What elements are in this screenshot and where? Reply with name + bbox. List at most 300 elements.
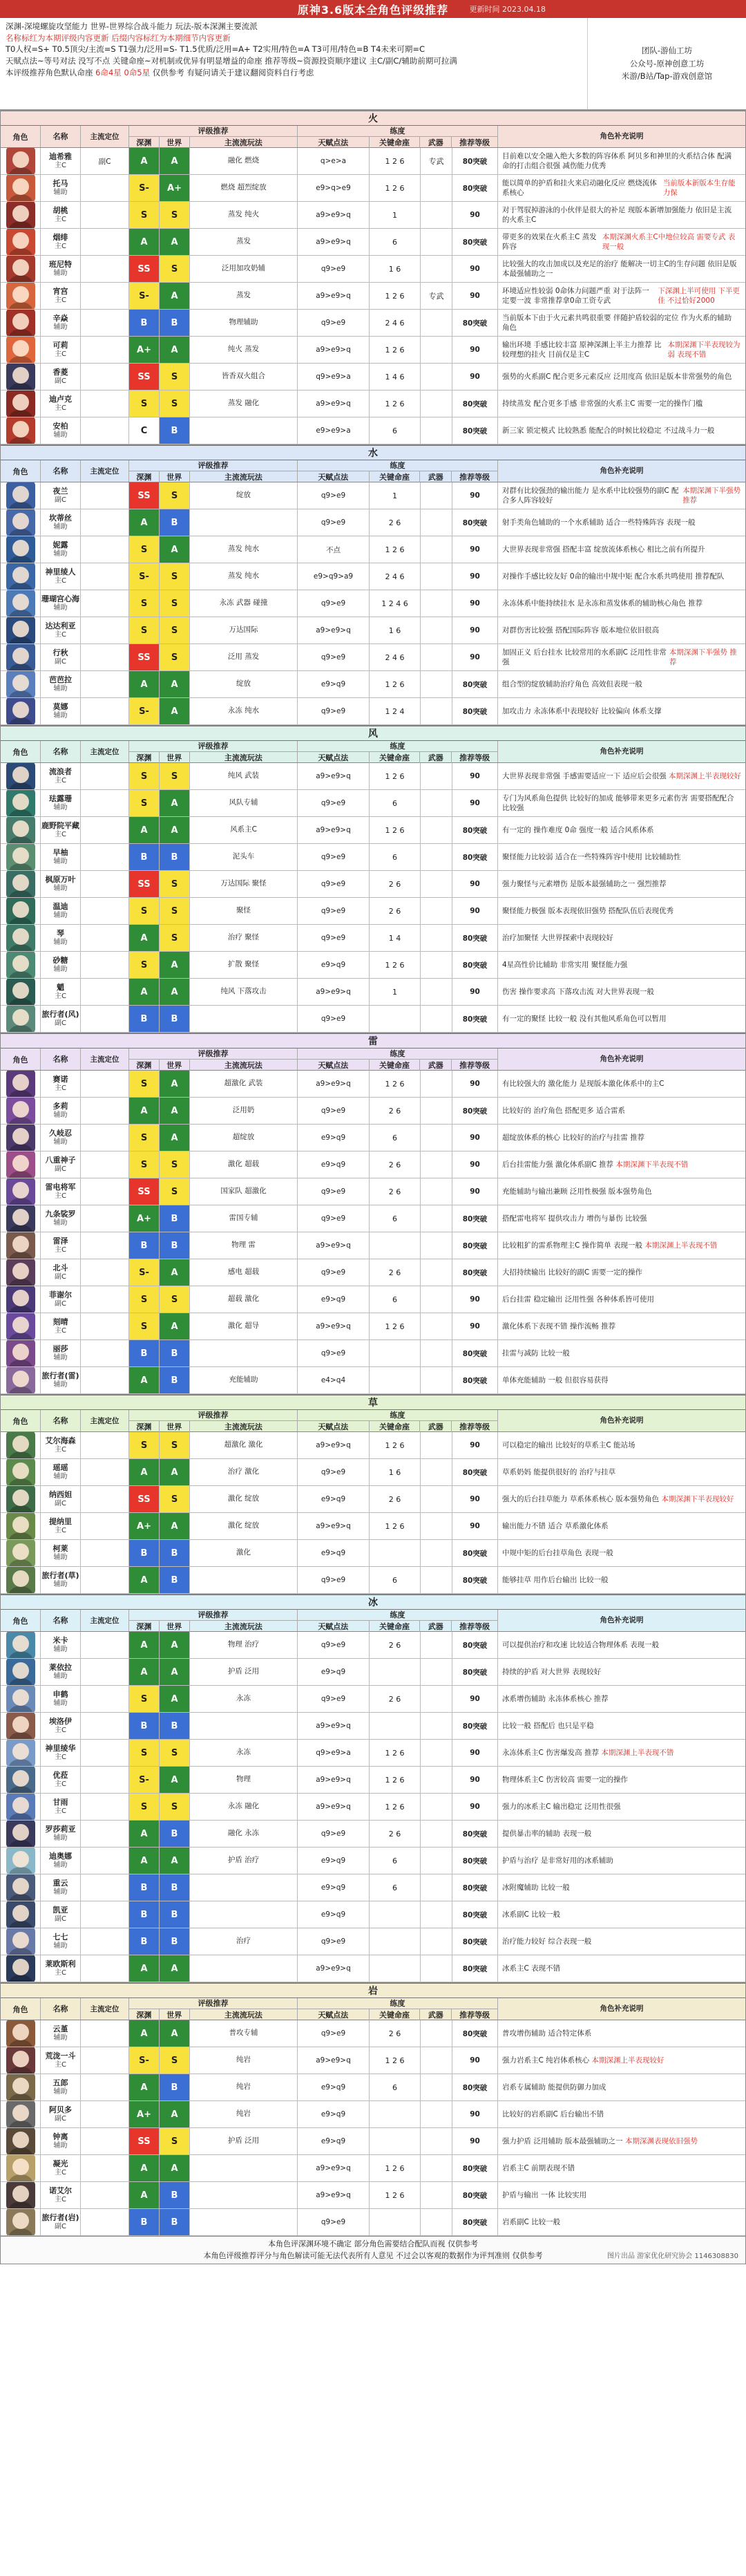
section-title: 冰 xyxy=(1,1595,745,1610)
header-name: 名称 xyxy=(41,460,81,482)
talent-order: q>e>a xyxy=(298,148,370,174)
avatar xyxy=(6,391,35,417)
name-cell xyxy=(41,979,81,1005)
key-constellations: 2 4 6 xyxy=(370,644,421,670)
notes-text: 加固正义 后台挂水 比较常用的水系副C 泛用性非常强 xyxy=(502,648,667,666)
name-cell xyxy=(41,1459,81,1485)
talent-order: q9>e9 xyxy=(298,844,370,870)
notes-text: 比较粗犷的雷系物理主C 操作简单 表现一般 xyxy=(502,1241,643,1250)
table-row xyxy=(1,1794,745,1821)
avatar xyxy=(6,175,35,201)
main-role xyxy=(81,1848,129,1874)
notes-highlight: 本期深渊下半表现较好 xyxy=(661,1494,734,1503)
character-name: 阿贝多 xyxy=(49,2105,72,2114)
main-role xyxy=(81,898,129,924)
notes-text: 有比较强大的 激化能力 是现版本激化体系中的主C xyxy=(502,1079,664,1088)
name-cell xyxy=(41,175,81,201)
header-avatar: 角色 xyxy=(1,1998,41,2020)
main-role xyxy=(81,1313,129,1339)
team-comp: 纯岩 xyxy=(190,2101,298,2127)
world-tier: S xyxy=(160,1286,190,1313)
avatar-cell xyxy=(1,482,41,509)
abyss-tier: A xyxy=(129,2155,160,2181)
weapon xyxy=(421,1459,452,1485)
notes-text: 对群伤害比较强 搭配国际阵容 版本地位依旧很高 xyxy=(502,626,660,634)
weapon xyxy=(421,536,452,563)
weapon xyxy=(421,644,452,670)
talent-order: e9>q9 xyxy=(298,671,370,697)
notes-text: 射手类角色辅助的一个水系辅助 适合一些特殊阵容 表现一般 xyxy=(502,518,696,527)
world-tier: S xyxy=(160,590,190,617)
abyss-tier: S xyxy=(129,763,160,789)
character-name: 砂糖 xyxy=(52,955,68,965)
world-tier: S xyxy=(160,256,190,282)
character-notes xyxy=(498,2101,745,2127)
character-name: 诺艾尔 xyxy=(49,2185,72,2195)
abyss-tier: B xyxy=(129,1340,160,1366)
character-pos: 主C xyxy=(55,242,66,250)
recommended-level: 90 xyxy=(452,2047,498,2074)
character-pos: 辅助 xyxy=(53,938,68,946)
recommended-level: 80突破 xyxy=(452,1632,498,1658)
character-pos: 辅助 xyxy=(53,1672,68,1680)
name-cell xyxy=(41,256,81,282)
character-name: 钟离 xyxy=(52,2132,68,2141)
abyss-tier: S- xyxy=(129,175,160,201)
header-cons: 关键命座 xyxy=(370,471,421,482)
world-tier: A xyxy=(160,2101,190,2127)
recommended-level: 90 xyxy=(452,482,498,509)
header-train-group xyxy=(298,1410,498,1431)
header-position: 主流定位 xyxy=(81,741,129,762)
header-weapon: 武器 xyxy=(420,137,452,148)
table-row xyxy=(1,1874,745,1901)
character-notes xyxy=(498,1567,745,1593)
talent-order: q9>e9 xyxy=(298,1632,370,1658)
key-constellations: 1 2 6 xyxy=(370,2047,421,2074)
world-tier: S xyxy=(160,1178,190,1205)
avatar-cell xyxy=(1,509,41,536)
team-comp: 聚怪 xyxy=(190,898,298,924)
world-tier: S xyxy=(160,1794,190,1820)
avatar xyxy=(6,1367,35,1393)
table-header xyxy=(1,1049,745,1071)
avatar xyxy=(6,952,35,978)
name-cell xyxy=(41,952,81,978)
header-tier-title: 评级推荐 xyxy=(129,1610,297,1621)
talent-order: q9>e9 xyxy=(298,898,370,924)
avatar xyxy=(6,1794,35,1820)
character-pos: 主C xyxy=(55,1445,66,1454)
avatar-cell xyxy=(1,1901,41,1928)
team-comp: 激化 xyxy=(190,1540,298,1566)
key-constellations: 2 6 xyxy=(370,1098,421,1124)
talent-order: e9>q9 xyxy=(298,952,370,978)
character-pos: 辅助 xyxy=(53,323,68,331)
character-pos: 主C xyxy=(55,576,66,585)
world-tier: A xyxy=(160,1686,190,1712)
abyss-tier: S- xyxy=(129,1259,160,1286)
name-cell xyxy=(41,2209,81,2235)
character-notes xyxy=(498,952,745,978)
recommended-level: 80突破 xyxy=(452,1259,498,1286)
avatar xyxy=(6,1848,35,1874)
name-cell xyxy=(41,1713,81,1739)
weapon xyxy=(421,1151,452,1178)
avatar-cell xyxy=(1,1794,41,1820)
abyss-tier: A xyxy=(129,817,160,843)
table-row xyxy=(1,2182,745,2209)
avatar-cell xyxy=(1,1367,41,1393)
abyss-tier: S xyxy=(129,1794,160,1820)
avatar xyxy=(6,482,35,509)
world-tier: A xyxy=(160,671,190,697)
notes-text: 超绽放体系的核心 比较好的治疗与挂雷 推荐 xyxy=(502,1133,645,1142)
character-name: 珊瑚宫心海 xyxy=(41,594,79,603)
team-comp: 绽放 xyxy=(190,671,298,697)
notes-highlight: 本期深渊上半表现较好 xyxy=(669,771,742,780)
name-cell xyxy=(41,1486,81,1512)
key-constellations: 1 2 6 xyxy=(370,1071,421,1097)
team-comp: 风队专辅 xyxy=(190,790,298,816)
character-name: 神里绫华 xyxy=(45,1743,76,1753)
talent-order: e9>e9>a xyxy=(298,417,370,444)
header-desc: 角色补充说明 xyxy=(600,1416,644,1425)
header-team: 主流流玩法 xyxy=(224,753,262,762)
table-row xyxy=(1,310,745,337)
team-comp: 物理 雷 xyxy=(190,1232,298,1259)
notes-text: 专门为风系角色提供 比较好的加成 能够带来更多元素伤害 需要搭配配合 比较强 xyxy=(502,793,734,812)
avatar xyxy=(6,1340,35,1366)
character-pos: 辅助 xyxy=(53,965,68,973)
abyss-tier: A xyxy=(129,1098,160,1124)
main-role xyxy=(81,1740,129,1766)
weapon xyxy=(421,898,452,924)
team-comp: 纯岩 xyxy=(190,2047,298,2074)
main-role xyxy=(81,2155,129,2181)
character-name: 雷电将军 xyxy=(45,1182,76,1192)
main-role xyxy=(81,1486,129,1512)
character-notes xyxy=(498,1098,745,1124)
character-notes xyxy=(498,1432,745,1458)
header-position: 主流定位 xyxy=(81,1049,129,1070)
recommended-level: 80突破 xyxy=(452,1006,498,1032)
header-desc: 角色补充说明 xyxy=(600,2004,644,2013)
recommended-level: 80突破 xyxy=(452,844,498,870)
team-comp: 超绽放 xyxy=(190,1125,298,1151)
character-pos: 辅助 xyxy=(53,431,68,439)
character-pos: 副C xyxy=(55,657,66,666)
character-notes xyxy=(498,2155,745,2181)
notes-text: 激化体系下表现不错 操作流畅 推荐 xyxy=(502,1322,616,1331)
recommended-level: 90 xyxy=(452,1151,498,1178)
key-constellations: 2 4 6 xyxy=(370,310,421,336)
name-cell xyxy=(41,2074,81,2100)
name-cell xyxy=(41,1686,81,1712)
header-cons: 关键命座 xyxy=(370,752,421,763)
key-constellations: 6 xyxy=(370,1125,421,1151)
talent-order: e4>q4 xyxy=(298,1367,370,1393)
header-abyss: 深渊 xyxy=(129,1621,160,1632)
world-tier: A xyxy=(160,1848,190,1874)
character-notes xyxy=(498,175,745,201)
character-notes xyxy=(498,1848,745,1874)
avatar xyxy=(6,1874,35,1901)
character-name: 北斗 xyxy=(52,1263,68,1272)
table-row xyxy=(1,229,745,256)
team-comp: 万达国际 xyxy=(190,617,298,643)
character-notes xyxy=(498,1313,745,1339)
weapon xyxy=(421,763,452,789)
notes-highlight: 本期深渊下半表现较为弱 表现不错 xyxy=(667,340,740,359)
character-pos: 辅助 xyxy=(53,1138,68,1146)
key-constellations: 1 2 6 xyxy=(370,671,421,697)
recommended-level: 90 xyxy=(452,644,498,670)
recommended-level: 90 xyxy=(452,337,498,363)
abyss-tier: SS xyxy=(129,1178,160,1205)
key-constellations: 2 6 xyxy=(370,1486,421,1512)
notes-text: 永冻体系主C 伤害爆发高 推荐 xyxy=(502,1748,600,1757)
abyss-tier: C xyxy=(129,417,160,444)
avatar-cell xyxy=(1,871,41,897)
key-constellations: 1 2 6 xyxy=(370,1313,421,1339)
abyss-tier: A xyxy=(129,925,160,951)
main-role xyxy=(81,1632,129,1658)
avatar-cell xyxy=(1,817,41,843)
character-pos: 主C xyxy=(55,1084,66,1092)
recommended-level: 90 xyxy=(452,563,498,590)
talent-order: q9>e9 xyxy=(298,1567,370,1593)
talent-order: q9>e9 xyxy=(298,1259,370,1286)
recommended-level: 90 xyxy=(452,536,498,563)
table-row xyxy=(1,1513,745,1540)
abyss-tier: A xyxy=(129,979,160,1005)
character-notes xyxy=(498,1459,745,1485)
abyss-tier: B xyxy=(129,310,160,336)
main-role xyxy=(81,1098,129,1124)
weapon xyxy=(421,1928,452,1955)
avatar-cell xyxy=(1,283,41,309)
team-comp: 超载 激化 xyxy=(190,1286,298,1313)
character-name: 提纳里 xyxy=(49,1516,72,1526)
notes-text: 有一定的 操作难度 0命 强度一般 适合风系体系 xyxy=(502,825,654,834)
key-constellations: 1 2 4 6 xyxy=(370,590,421,617)
name-cell xyxy=(41,1098,81,1124)
avatar-cell xyxy=(1,2209,41,2235)
avatar-cell xyxy=(1,617,41,643)
notes-highlight: 下深渊上半可使用 下半更佳 不过恰好2000 xyxy=(658,286,740,305)
team-comp: 超激化 激化 xyxy=(190,1432,298,1458)
key-constellations: 6 xyxy=(370,1567,421,1593)
table-header xyxy=(1,1610,745,1632)
footer-line2: 本角色评级推荐评分与角色解读可能无法代表所有人意见 不过会以客观的数据作为评判准则 仅供参考 xyxy=(203,2250,543,2260)
character-notes xyxy=(498,1205,745,1232)
key-constellations xyxy=(370,1006,421,1032)
avatar-cell xyxy=(1,2128,41,2154)
talent-order: q9>e9 xyxy=(298,509,370,536)
character-pos: 辅助 xyxy=(53,2141,68,2150)
world-tier: B xyxy=(160,1821,190,1847)
account-credit: 公众号-原神创意工坊 xyxy=(629,58,705,68)
table-row xyxy=(1,1367,745,1394)
header-level: 推荐等级 xyxy=(459,1621,490,1631)
character-pos: 副C xyxy=(55,1299,66,1308)
avatar-cell xyxy=(1,202,41,228)
key-constellations: 2 6 xyxy=(370,1686,421,1712)
name-cell xyxy=(41,871,81,897)
avatar xyxy=(6,1232,35,1259)
name-cell xyxy=(41,1232,81,1259)
world-tier: S xyxy=(160,2047,190,2074)
character-notes xyxy=(498,1659,745,1685)
weapon xyxy=(421,2047,452,2074)
character-notes xyxy=(498,817,745,843)
recommended-level: 90 xyxy=(452,763,498,789)
character-name: 琴 xyxy=(57,928,64,938)
key-constellations: 1 2 6 xyxy=(370,2182,421,2208)
intro-line1-red: 名称标红为本期评级内容更新 后缀内容标红为本期细节内容更新 xyxy=(6,32,231,43)
table-header xyxy=(1,1998,745,2020)
avatar xyxy=(6,202,35,228)
header-avatar: 角色 xyxy=(1,1410,41,1431)
character-name: 五郎 xyxy=(52,2078,68,2087)
key-constellations: 2 6 xyxy=(370,871,421,897)
abyss-tier: A xyxy=(129,1567,160,1593)
character-notes xyxy=(498,1713,745,1739)
notes-text: 岩系专属辅助 能提供防御力加成 xyxy=(502,2083,606,2091)
table-row xyxy=(1,1486,745,1513)
abyss-tier: S- xyxy=(129,283,160,309)
notes-text: 新三家 锁定模式 比较熟悉 能配合的时候比较稳定 不过战斗力一般 xyxy=(502,426,715,435)
avatar xyxy=(6,1125,35,1151)
header-avatar: 角色 xyxy=(1,1610,41,1631)
name-cell xyxy=(41,817,81,843)
avatar-cell xyxy=(1,2182,41,2208)
team-comp: 蒸发 xyxy=(190,283,298,309)
character-notes xyxy=(498,1340,745,1366)
character-pos: 主C xyxy=(55,776,66,784)
weapon xyxy=(421,617,452,643)
abyss-tier: SS xyxy=(129,364,160,390)
intro-line3: 天赋点法~等号对法 没写不点 关键命座~对机制或优异有明显增益的命座 推荐等级~资源投资顺序建议 主C/副C/辅助前期可拉满 xyxy=(6,56,457,66)
main-role xyxy=(81,1232,129,1259)
header-talent: 天赋点法 xyxy=(298,1421,370,1432)
avatar-cell xyxy=(1,364,41,390)
avatar-cell xyxy=(1,925,41,951)
notes-text: 比较强大的攻击加成以及充足的治疗 能解决一切主C的生存问题 依旧是版本最强辅助之一 xyxy=(502,259,737,278)
notes-text: 对群有比较强劲的输出能力 是水系中比较强势的副C 配合多人阵容较好 xyxy=(502,486,679,505)
team-comp xyxy=(190,509,298,536)
name-cell xyxy=(41,2182,81,2208)
world-tier: A xyxy=(160,148,190,174)
header-name: 名称 xyxy=(41,126,81,147)
avatar xyxy=(6,644,35,670)
team-comp: 蒸发 纯水 xyxy=(190,536,298,563)
avatar-cell xyxy=(1,2155,41,2181)
table-row xyxy=(1,817,745,844)
key-constellations: 6 xyxy=(370,2074,421,2100)
world-tier: S xyxy=(160,482,190,509)
table-row xyxy=(1,1259,745,1286)
character-pos: 辅助 xyxy=(53,1380,68,1389)
notes-text: 加攻击力 永冻体系中表现较好 比较偏向 体系支撑 xyxy=(502,706,662,715)
table-row xyxy=(1,952,745,979)
abyss-tier: S xyxy=(129,790,160,816)
world-tier: B xyxy=(160,844,190,870)
abyss-tier: S- xyxy=(129,698,160,724)
name-cell xyxy=(41,698,81,724)
abyss-tier: S xyxy=(129,1740,160,1766)
recommended-level: 90 xyxy=(452,871,498,897)
name-cell xyxy=(41,1367,81,1393)
talent-order: e9>q9 xyxy=(298,1901,370,1928)
key-constellations: 1 2 6 xyxy=(370,283,421,309)
abyss-tier: A xyxy=(129,148,160,174)
weapon xyxy=(421,1178,452,1205)
weapon xyxy=(421,1232,452,1259)
talent-order: e9>q9 xyxy=(298,1659,370,1685)
header-position: 主流定位 xyxy=(81,1410,129,1431)
main-role xyxy=(81,590,129,617)
main-role xyxy=(81,1821,129,1847)
header-weapon: 武器 xyxy=(420,1621,452,1632)
header-desc: 角色补充说明 xyxy=(600,747,644,756)
talent-order: q9>e9 xyxy=(298,482,370,509)
talent-order: a9>e9>q xyxy=(298,617,370,643)
character-notes xyxy=(498,2182,745,2208)
character-name: 安柏 xyxy=(52,421,68,431)
key-constellations: 2 6 xyxy=(370,509,421,536)
world-tier: S xyxy=(160,898,190,924)
avatar xyxy=(6,1659,35,1685)
header-desc: 角色补充说明 xyxy=(600,132,644,141)
talent-order: q9>e9 xyxy=(298,1098,370,1124)
character-name: 夜兰 xyxy=(52,486,68,496)
avatar-cell xyxy=(1,1205,41,1232)
character-notes xyxy=(498,898,745,924)
avatar xyxy=(6,1151,35,1178)
header-tier-group xyxy=(129,460,298,482)
avatar xyxy=(6,1286,35,1313)
abyss-tier: B xyxy=(129,2209,160,2235)
character-name: 旅行者(雷) xyxy=(41,1371,79,1380)
header-team: 主流流玩法 xyxy=(224,1621,262,1631)
avatar-cell xyxy=(1,2074,41,2100)
name-cell xyxy=(41,671,81,697)
key-constellations: 1 4 xyxy=(370,925,421,951)
abyss-tier: SS xyxy=(129,256,160,282)
team-comp xyxy=(190,2155,298,2181)
avatar xyxy=(6,1713,35,1739)
table-row xyxy=(1,898,745,925)
character-notes xyxy=(498,337,745,363)
weapon xyxy=(421,2155,452,2181)
world-tier: B xyxy=(160,2074,190,2100)
character-pos: 主C xyxy=(55,1192,66,1200)
avatar xyxy=(6,509,35,536)
character-notes xyxy=(498,1686,745,1712)
table-row xyxy=(1,1567,745,1594)
weapon xyxy=(421,1540,452,1566)
team-comp xyxy=(190,1874,298,1901)
abyss-tier: A xyxy=(129,2074,160,2100)
main-role xyxy=(81,310,129,336)
team-comp: 感电 超载 xyxy=(190,1259,298,1286)
notes-text: 强力的冰系主C 输出稳定 泛用性很强 xyxy=(502,1802,621,1811)
team-comp xyxy=(190,1901,298,1928)
character-pos: 副C xyxy=(55,1272,66,1281)
header-weapon: 武器 xyxy=(420,1060,452,1071)
